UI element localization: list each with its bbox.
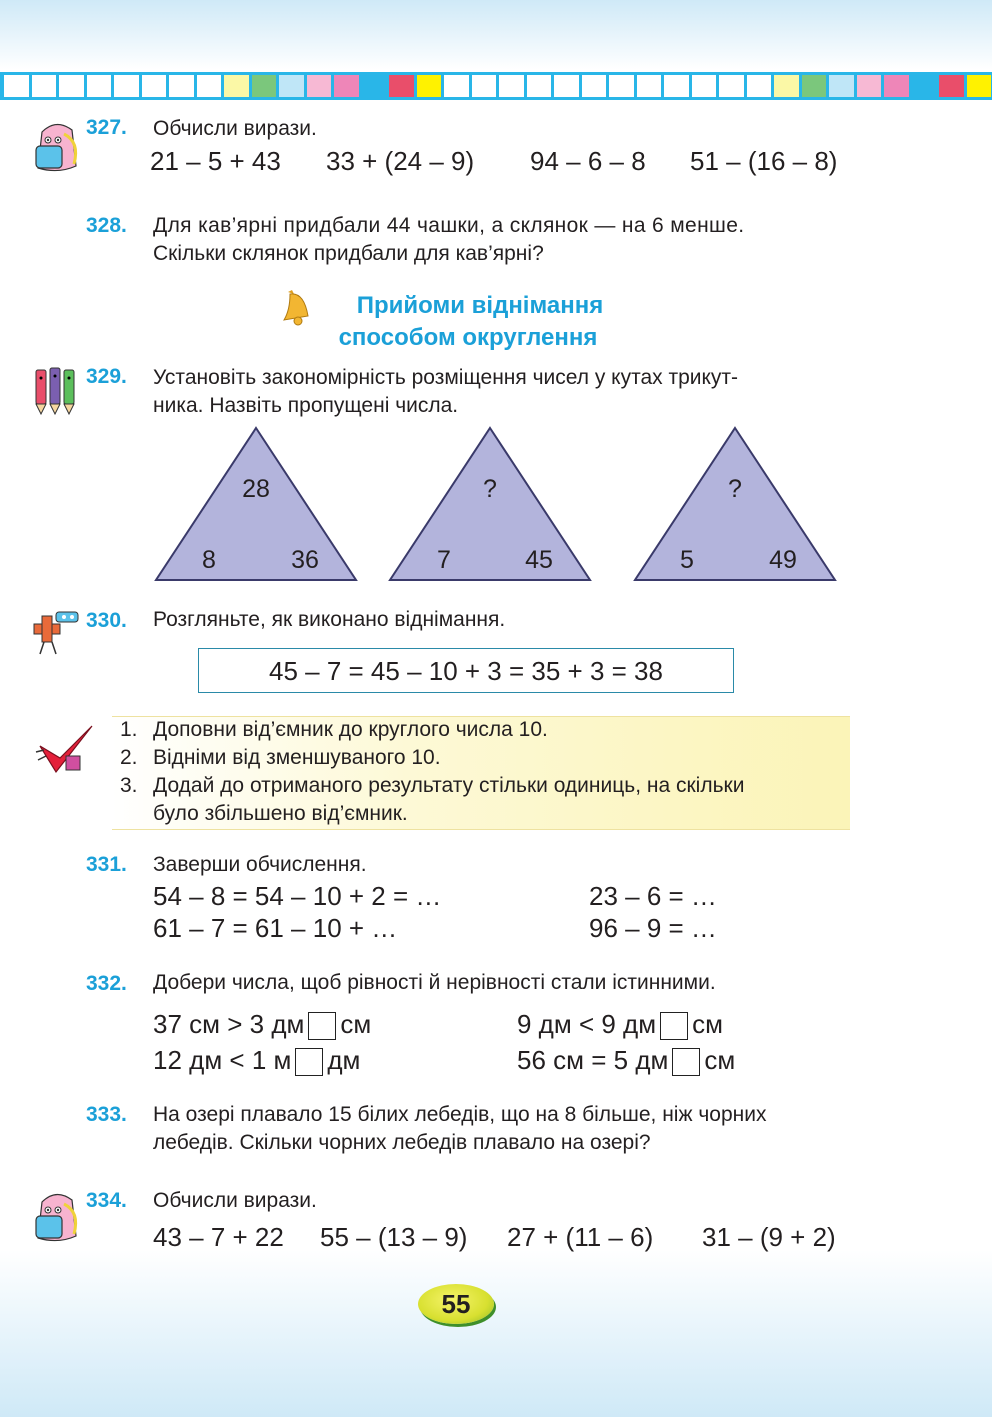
- exercise-text: Добери числа, щоб рівності й нерівності стали істинними.: [153, 971, 716, 994]
- expression: 51 – (16 – 8): [690, 146, 838, 176]
- exercise-text: ника. Назвіть пропущені числа.: [153, 394, 459, 417]
- exercise-number: 330.: [86, 609, 127, 632]
- strip-cell: [664, 75, 689, 97]
- strip-cell: [444, 75, 469, 97]
- exercise-text: Скільки склянок придбали для кав’ярні?: [153, 242, 544, 265]
- expression: 61 – 7 = 61 – 10 + …: [153, 913, 398, 943]
- exercise-text: Заверши обчислення.: [153, 853, 367, 876]
- rule-number: 2.: [120, 746, 138, 769]
- inequality-left: 37 см > 3 дм: [153, 1009, 305, 1039]
- strip-cell: [224, 75, 249, 97]
- exercise-text: Розгляньте, як виконано віднімання.: [153, 608, 506, 631]
- exercise-text: На озері плавало 15 білих лебедів, що на 8 більше, ніж чорних: [153, 1103, 767, 1126]
- strip-cell: [692, 75, 717, 97]
- strip-cell: [114, 75, 139, 97]
- triangle: [390, 428, 590, 580]
- rule-number: 3.: [120, 774, 138, 797]
- strip-cell: [279, 75, 304, 97]
- exercise-number: 331.: [86, 853, 127, 876]
- exercise-number: 332.: [86, 972, 127, 995]
- triangle-right-number: 45: [525, 546, 553, 574]
- strip-cell: [582, 75, 607, 97]
- strip-cell: [719, 75, 744, 97]
- strip-cell: [142, 75, 167, 97]
- strip-cell: [967, 75, 992, 97]
- exercise-number: 329.: [86, 365, 127, 388]
- exercise-text: Обчисли вирази.: [153, 1189, 317, 1212]
- page-number: 55: [418, 1284, 494, 1324]
- strip-cell: [554, 75, 579, 97]
- strip-cell: [169, 75, 194, 97]
- strip-cell: [747, 75, 772, 97]
- triangle-top-number: 28: [242, 475, 270, 503]
- strip-cell: [609, 75, 634, 97]
- inequality: [153, 1044, 360, 1076]
- checkmark-icon: [34, 722, 98, 780]
- triangle-right-number: 36: [291, 546, 319, 574]
- triangle-right-number: 49: [769, 546, 797, 574]
- expression: 96 – 9 = …: [589, 913, 717, 943]
- topic-title-line: способом округлення: [338, 324, 598, 351]
- inequality: [517, 1044, 735, 1076]
- topic-title: [290, 290, 646, 354]
- triangle-left-number: 5: [680, 546, 694, 574]
- strip-cell: [774, 75, 799, 97]
- strip-cell: [857, 75, 882, 97]
- strip-cell: [59, 75, 84, 97]
- answer-box[interactable]: [660, 1012, 688, 1040]
- inequality: [517, 1008, 723, 1040]
- answer-box[interactable]: [308, 1012, 336, 1040]
- exercise-text: Обчисли вирази.: [153, 117, 317, 140]
- strip-cell: [32, 75, 57, 97]
- backpack-icon: [28, 120, 86, 174]
- inequality: [153, 1008, 371, 1040]
- triangle-top-number: ?: [728, 475, 742, 503]
- exercise-number: 328.: [86, 214, 127, 237]
- answer-box[interactable]: [672, 1048, 700, 1076]
- rule-text: Додай до отриманого результату стільки одиниць, на скільки: [153, 774, 745, 797]
- strip-cell: [307, 75, 332, 97]
- rule-number: 1.: [120, 718, 138, 741]
- expression: 43 – 7 + 22: [153, 1222, 284, 1252]
- inequality-unit: см: [340, 1009, 372, 1039]
- topic-title-line: Прийоми віднімання: [356, 292, 604, 319]
- expression: 27 + (11 – 6): [507, 1222, 654, 1252]
- triangle: [635, 428, 835, 580]
- pencils-icon: [30, 364, 84, 416]
- triangle: [156, 428, 356, 580]
- strip-cell: [637, 75, 662, 97]
- strip-cell: [829, 75, 854, 97]
- answer-box[interactable]: [295, 1048, 323, 1076]
- strip-cell: [362, 75, 387, 97]
- strip-cell: [472, 75, 497, 97]
- triangle-left-number: 7: [437, 546, 451, 574]
- inequality-unit: см: [692, 1009, 723, 1039]
- exercise-number: 327.: [86, 116, 127, 139]
- expression: 23 – 6 = …: [589, 881, 717, 911]
- inequality-left: 12 дм < 1 м: [153, 1045, 292, 1075]
- example-box: [198, 648, 734, 693]
- rule-text: було збільшено від’ємник.: [153, 802, 408, 825]
- strip-cell: [939, 75, 964, 97]
- exercise-number: 333.: [86, 1103, 127, 1126]
- strip-cell: [334, 75, 359, 97]
- strip-cell: [389, 75, 414, 97]
- strip-cell: [4, 75, 29, 97]
- expression: 94 – 6 – 8: [530, 146, 646, 176]
- expression: 55 – (13 – 9): [320, 1222, 468, 1252]
- strip-cell: [499, 75, 524, 97]
- triangle-top-number: ?: [483, 475, 497, 503]
- exercise-text: Установіть закономірність розміщення чисел у кутах трикут-: [153, 366, 739, 389]
- strip-cell: [87, 75, 112, 97]
- exercise-text: лебедів. Скільки чорних лебедів плавало на озері?: [153, 1131, 651, 1154]
- triangles-figure: [150, 424, 850, 586]
- inequality-unit: см: [704, 1045, 736, 1075]
- inequality-unit: дм: [327, 1045, 361, 1075]
- exercise-text: Для кав’ярні придбали 44 чашки, а склянок — на 6 менше.: [153, 214, 745, 237]
- inequality-left: 56 см = 5 дм: [517, 1045, 669, 1075]
- example-expression: 45 – 7 = 45 – 10 + 3 = 35 + 3 = 38: [269, 656, 663, 686]
- strip-cell: [252, 75, 277, 97]
- strip-cell: [527, 75, 552, 97]
- expression: 31 – (9 + 2): [702, 1222, 836, 1252]
- strip-cell: [884, 75, 909, 97]
- expression: 54 – 8 = 54 – 10 + 2 = …: [153, 881, 442, 911]
- triangle-left-number: 8: [202, 546, 216, 574]
- header-color-strip: [0, 72, 992, 100]
- strip-cell: [197, 75, 222, 97]
- backpack-icon: [28, 1190, 86, 1244]
- expression: 21 – 5 + 43: [150, 146, 281, 176]
- exercise-number: 334.: [86, 1189, 127, 1212]
- strip-cell: [912, 75, 937, 97]
- expression: 33 + (24 – 9): [326, 146, 475, 176]
- strip-cell: [802, 75, 827, 97]
- rule-text: Відніми від зменшуваного 10.: [153, 746, 441, 769]
- strip-cell: [417, 75, 442, 97]
- inequality-left: 9 дм < 9 дм: [517, 1009, 657, 1039]
- plus-character-icon: [30, 606, 84, 658]
- rule-text: Доповни від’ємник до круглого числа 10.: [153, 718, 548, 741]
